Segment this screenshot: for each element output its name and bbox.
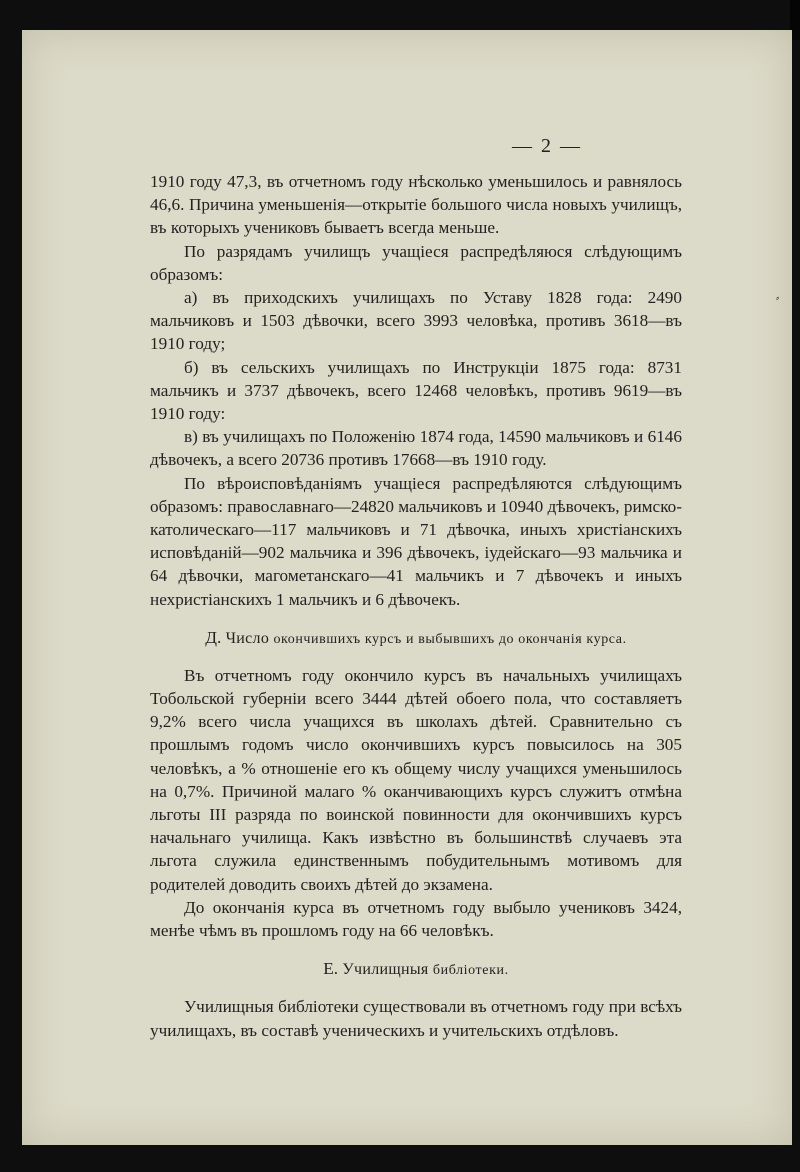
section-heading-e-rest: библіотеки. <box>432 963 509 979</box>
section-letter-d: Д. <box>205 627 222 647</box>
page-content <box>150 135 682 1042</box>
paragraph-dropouts: До окончанія курса въ отчетномъ году выбыло учениковъ 3424, менѣе чѣмъ въ прошломъ году на 66 человѣкъ. <box>150 897 682 941</box>
paragraph-attendance-continuation: 1910 году 47,3, въ отчетномъ году нѣсколько уменьшилось и равнялось 46,6. Причина уменьшенія—открытіе большого числа новыхъ училищъ, въ которыхъ учениковъ бываетъ всегда меньше. <box>150 172 682 238</box>
section-heading-e <box>150 958 682 981</box>
section-heading-e-first-word: Училищныя <box>342 961 429 979</box>
margin-mark: ⸗ <box>776 293 780 304</box>
paragraph-rural-schools: б) въ сельскихъ училищахъ по Инструкціи 1875 года: 8731 мальчикъ и 3737 дѣвочекъ, всего 12468 человѣкъ, противъ 9619—въ 1910 году: <box>150 357 682 424</box>
page-number: — 2 — <box>512 135 582 157</box>
section-letter-e: Е. <box>323 959 339 979</box>
paragraph-graduates: Въ отчетномъ году окончило курсъ въ начальныхъ училищахъ Тобольской губерніи всего 3444 дѣтей обоего пола, что составляетъ 9,2% всего числа учащихся въ школахъ дѣтей. Сравнительно съ прошлымъ годомъ число окончившихъ курсъ повысилось на 305 человѣкъ, а % отношеніе его къ общему числу учащихся уменьшилось на 0,7%. Причиной малаго % оканчивающихъ курсъ служитъ отмѣна льготы III разряда по воинской повинности для окончившихъ курсъ начальнаго училища. Какъ извѣстно въ большинствѣ случаевъ эта льгота служила единственнымъ побудительнымъ мотивомъ для родителей доводить своихъ дѣтей до экзамена. <box>150 665 682 894</box>
paragraph-parish-schools: а) въ приходскихъ училищахъ по Уставу 1828 года: 2490 мальчиковъ и 1503 дѣвочки, всего 3993 человѣка, противъ 3618—въ 1910 году; <box>150 288 682 354</box>
section-heading-d-first-word: Число <box>225 629 270 647</box>
section-heading-d <box>150 627 682 650</box>
paragraph-by-religion: По вѣроисповѣданіямъ учащіеся распредѣляются слѣдующимъ образомъ: православнаго—24820 мальчиковъ и 10940 дѣвочекъ, римско-католическаго—117 мальчиковъ и 71 дѣвочка, иныхъ христіанскихъ исповѣданій—902 мальчика и 396 дѣвочекъ, іудейскаго—93 мальчика и 64 дѣвочки, магометанскаго—41 мальчикъ и 7 дѣвочекъ и иныхъ нехристіанскихъ 1 мальчикъ и 6 дѣвочекъ. <box>150 473 682 609</box>
paragraph-regulation-schools: в) въ училищахъ по Положенію 1874 года, 14590 мальчиковъ и 6146 дѣвочекъ, а всего 20736 противъ 17668—въ 1910 году. <box>150 427 682 470</box>
section-heading-d-rest: окончившихъ курсъ и выбывшихъ до окончанія курса. <box>273 631 627 647</box>
paragraph-by-school-category: По разрядамъ училищъ учащіеся распредѣляюся слѣдующимъ образомъ: <box>150 241 682 284</box>
paragraph-libraries: Училищныя библіотеки существовали въ отчетномъ году при всѣхъ училищахъ, въ составѣ ученическихъ и учительскихъ отдѣловъ. <box>150 997 682 1040</box>
